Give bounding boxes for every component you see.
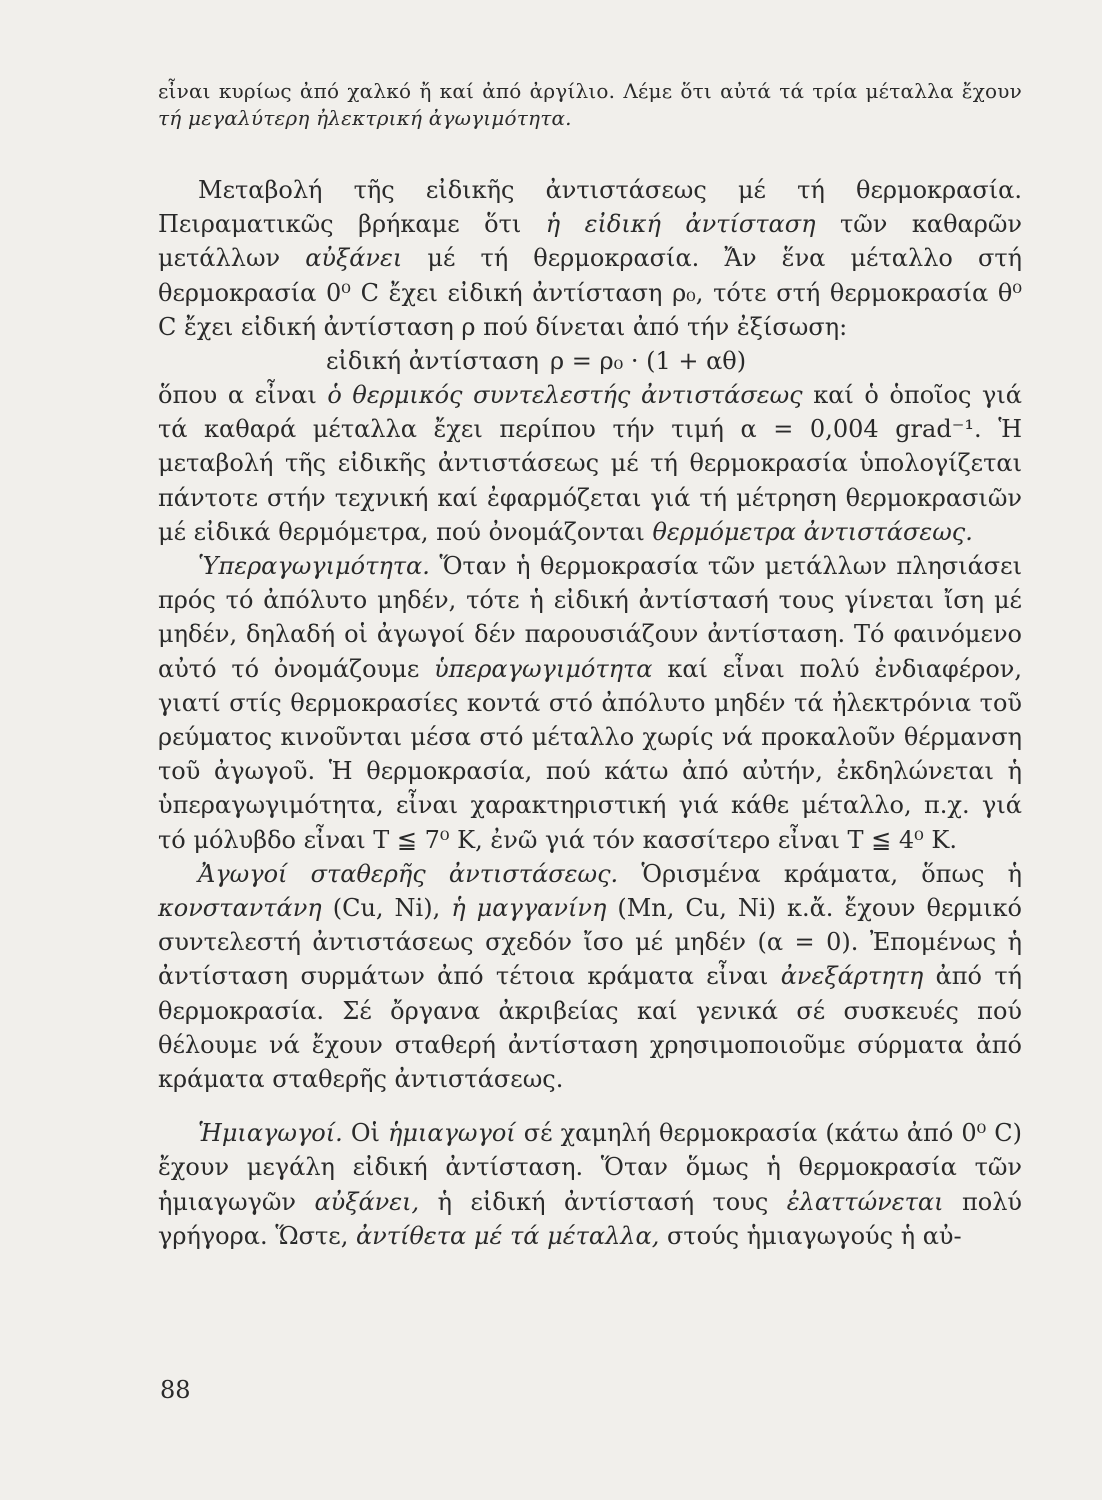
formula-equation: ρ = ρ₀ · (1 + αθ) bbox=[550, 347, 747, 376]
book-page bbox=[158, 78, 1022, 1253]
page-number: 88 bbox=[160, 1376, 191, 1404]
resistivity-formula bbox=[158, 344, 1022, 378]
paragraph-semiconductors: Ἡμιαγωγοί. Οἱ ἡμιαγωγοί σέ χαμηλή θερμοκρασία (κάτω ἀπό 0⁰ C) ἔχουν μεγάλη εἰδική ἀντίσταση. Ὅταν ὅμως ἡ θερμοκρασία τῶν ἡμιαγωγῶν αὐξάνει, ἡ εἰδική ἀντίστασή τους ἐλαττώνεται πολύ γρήγορα. Ὥστε, ἀντίθετα μέ τά μέταλλα, στούς ἡμιαγωγούς ἡ αὐ- bbox=[158, 1119, 1022, 1250]
intro-paragraph: εἶναι κυρίως ἀπό χαλκό ἤ καί ἀπό ἀργίλιο. Λέμε ὅτι αὐτά τά τρία μέταλλα ἔχουν τή μεγαλύτερη ἠλεκτρική ἀγωγιμότητα. bbox=[158, 79, 1022, 130]
section-heading: Ἀγωγοί σταθερῆς ἀντιστάσεως. bbox=[198, 859, 619, 888]
section-heading: Ἡμιαγωγοί. bbox=[198, 1119, 343, 1148]
formula-label: εἰδική ἀντίσταση bbox=[326, 347, 539, 376]
paragraph-thermal-coefficient: ὅπου α εἶναι ὁ θερμικός συντελεστής ἀντιστάσεως καί ὁ ὁποῖος γιά τά καθαρά μέταλλα ἔχει περίπου τήν τιμή α = 0,004 grad⁻¹. Ἡ μεταβολή τῆς εἰδικῆς ἀντιστάσεως μέ τή θερμοκρασία ὑπολογίζεται πάντοτε στήν τεχνική καί ἐφαρμόζεται γιά τή μέτρηση θερμοκρασιῶν μέ εἰδικά θερμόμετρα, πού ὀνομάζονται θερμόμετρα ἀντιστάσεως. bbox=[158, 381, 1023, 546]
paragraph-temperature-variation: Μεταβολή τῆς εἰδικῆς ἀντιστάσεως μέ τή θερμοκρασία. Πειραματικῶς βρήκαμε ὅτι ἡ εἰδική ἀντίσταση τῶν καθαρῶν μετάλλων αὐξάνει μέ τή θερμοκρασία. Ἄν ἕνα μέταλλο στή θερμοκρασία 0⁰ C ἔχει εἰδική ἀντίσταση ρ₀, τότε στή θερμοκρασία θ⁰ C ἔχει εἰδική ἀντίσταση ρ πού δίνεται ἀπό τήν ἐξίσωση: bbox=[158, 176, 1023, 341]
body-text bbox=[158, 173, 1022, 1253]
paragraph-constant-resistance: Ἀγωγοί σταθερῆς ἀντιστάσεως. Ὁρισμένα κράματα, ὅπως ἡ κονσταντάνη (Cu, Ni), ἡ μαγγανίνη (Mn, Cu, Ni) κ.ἄ. ἔχουν θερμικό συντελεστή ἀντιστάσεως σχεδόν ἴσο μέ μηδέν (α = 0). Ἐπομένως ἡ ἀντίσταση συρμάτων ἀπό τέτοια κράματα εἶναι ἀνεξάρτητη ἀπό τή θερμοκρασία. Σέ ὄργανα ἀκριβείας καί γενικά σέ συσκευές πού θέλουμε νά ἔχουν σταθερή ἀντίσταση χρησιμοποιοῦμε σύρματα ἀπό κράματα σταθερῆς ἀντιστάσεως. bbox=[158, 859, 1023, 1094]
section-heading: Ὑπεραγωγιμότητα. bbox=[198, 552, 430, 581]
section-heading: Μεταβολή τῆς εἰδικῆς ἀντιστάσεως μέ τή θερμοκρασία. bbox=[198, 176, 1022, 204]
intro-emphasis: τή μεγαλύτερη ἠλεκτρική ἀγωγιμότητα. bbox=[158, 106, 572, 130]
paragraph-superconductivity: Ὑπεραγωγιμότητα. Ὅταν ἡ θερμοκρασία τῶν μετάλλων πλησιάσει πρός τό ἀπόλυτο μηδέν, τότε ἡ εἰδική ἀντίστασή τους γίνεται ἴση μέ μηδέν, δηλαδή οἱ ἀγωγοί δέν παρουσιάζουν ἀντίσταση. Τό φαινόμενο αὐτό τό ὀνομάζουμε ὑπεραγωγιμότητα καί εἶναι πολύ ἐνδιαφέρον, γιατί στίς θερμοκρασίες κοντά στό ἀπόλυτο μηδέν τά ἠλεκτρόνια τοῦ ρεύματος κινοῦνται μέσα στό μέταλλο χωρίς νά προκαλοῦν θέρμανση τοῦ ἀγωγοῦ. Ἡ θερμοκρασία, πού κάτω ἀπό αὐτήν, ἐκδηλώνεται ἡ ὑπεραγωγιμότητα, εἶναι χαρακτηριστική γιά κάθε μέταλλο, π.χ. γιά τό μόλυβδο εἶναι T ≦ 7⁰ K, ἐνῶ γιά τόν κασσίτερο εἶναι T ≦ 4⁰ K. bbox=[158, 552, 1022, 854]
